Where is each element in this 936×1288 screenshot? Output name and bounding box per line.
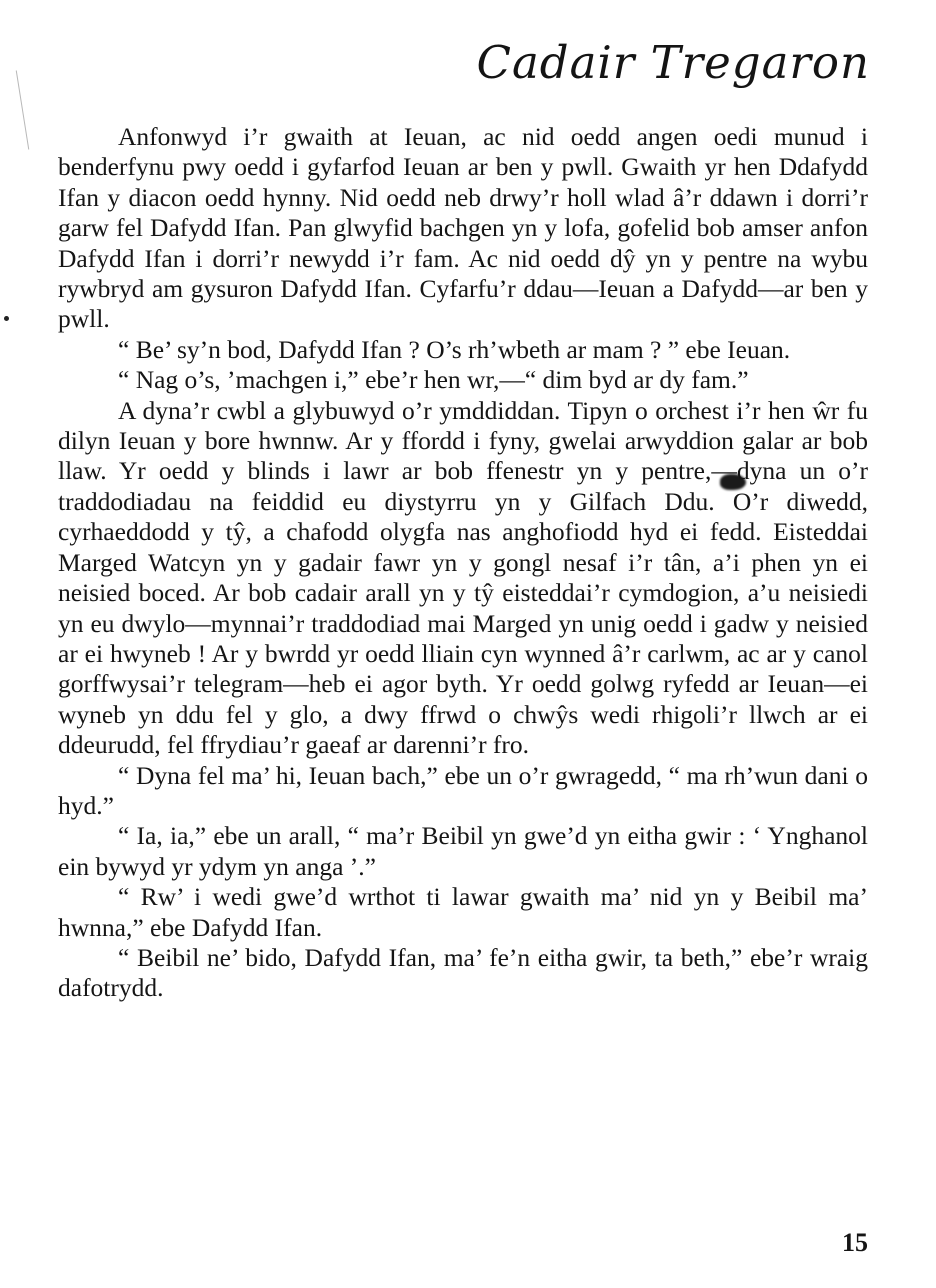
paragraph: Anfonwyd i’r gwaith at Ieuan, ac nid oedd angen oedi munud i benderfynu pwy oedd i gyfarfod Ieuan ar ben y pwll. Gwaith yr hen Ddafydd Ifan y diacon oedd hynny. Nid oedd neb drwy’r holl wlad â’r ddawn i dorri’r garw fel Dafydd Ifan. Pan glwyfid bachgen yn y lofa, gofelid bob amser anfon Dafydd Ifan i dorri’r newydd i’r fam. Ac nid oedd dŷ yn y pentre na wybu rywbryd am gysuron Dafydd Ifan. Cyfarfu’r ddau—Ieuan a Dafydd—ar ben y pwll. [58, 122, 868, 334]
paragraph: “ Beibil ne’ bido, Dafydd Ifan, ma’ fe’n eitha gwir, ta beth,” ebe’r wraig dafotrydd. [58, 942, 868, 1003]
paragraph: A dyna’r cwbl a glybuwyd o’r ymddiddan. Tipyn o orchest i’r hen ŵr fu dilyn Ieuan y bore hwnnw. Ar y ffordd i fyny, gwelai arwyddion galar ar bob llaw. Yr oedd y blinds i lawr ar bob ffenestr yn y pentre,—dyna un o’r traddodiadau na feiddid eu diystyrru yn y Gilfach Ddu. O’r diwedd, cyrhaeddodd y tŷ, a chafodd olygfa nas anghofiodd hyd ei fedd. Eisteddai Marged Watcyn yn y gadair fawr yn y gongl nesaf i’r tân, a’i phen yn ei neisied boced. Ar bob cadair arall yn y tŷ eisteddai’r cymdogion, a’u neisiedi yn eu dwylo—mynnai’r traddodiad mai Marged yn unig oedd i gadw y neisied ar ei hwyneb ! Ar y bwrdd yr oedd lliain cyn wynned â’r carlwm, ac ar y canol gorffwysai’r telegram—heb ei agor byth. Yr oedd golwg ryfedd ar Ieuan—ei wyneb yn ddu fel y glo, a dwy ffrwd o chwŷs wedi rhigoli’r llwch ar ei ddeurudd, fel ffrydiau’r gaeaf ar darenni’r fro. [58, 395, 868, 760]
margin-scratch [16, 70, 30, 149]
margin-ink-dot [4, 316, 9, 321]
running-head: Cadair Tregaron [476, 36, 870, 89]
paragraph: “ Nag o’s, ’machgen i,” ebe’r hen wr,—“ dim byd ar dy fam.” [118, 365, 749, 395]
paragraph: “ Rw’ i wedi gwe’d wrthot ti lawar gwaith ma’ nid yn y Beibil ma’ hwnna,” ebe Dafydd Ifan. [58, 882, 868, 942]
page-number: 15 [842, 1228, 868, 1257]
paragraph: “ Dyna fel ma’ hi, Ieuan bach,” ebe un o’r gwragedd, “ ma rh’wun dani o hyd.” [58, 760, 868, 820]
paragraph: “ Be’ sy’n bod, Dafydd Ifan ? O’s rh’wbeth ar mam ? ” ebe Ieuan. [118, 334, 791, 364]
body-text [58, 122, 868, 1004]
paragraph: “ Ia, ia,” ebe un arall, “ ma’r Beibil yn gwe’d yn eitha gwir : ‘ Ynghanol ein bywyd yr ydym yn anga ’.” [58, 821, 868, 881]
